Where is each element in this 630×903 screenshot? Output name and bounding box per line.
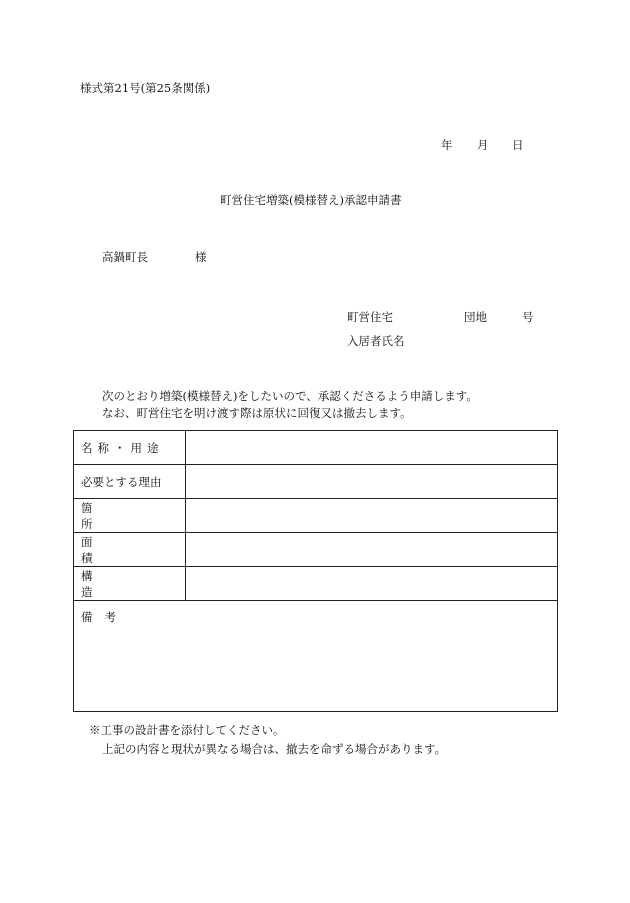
row-label xyxy=(74,431,186,465)
body-text-line-1: 次のとおり増築(模様替え)をしたいので、承認くださるよう申請します。 xyxy=(102,389,478,403)
table-row xyxy=(74,567,558,601)
label-name-use: 名称・用途 xyxy=(81,440,164,455)
date-month-label: 月 xyxy=(477,138,489,152)
label-reason: 必要とする理由 xyxy=(81,474,162,489)
addressee-name: 高鍋町長 xyxy=(102,250,148,264)
remarks-label: 備考 xyxy=(81,610,128,624)
table-row xyxy=(74,465,558,499)
area-field[interactable] xyxy=(186,533,558,567)
row-label xyxy=(74,465,186,499)
date-day-label: 日 xyxy=(512,138,524,152)
table-row xyxy=(74,431,558,465)
label-structure: 構造 xyxy=(81,568,153,599)
remarks-field[interactable] xyxy=(74,601,558,712)
document-title: 町営住宅増築(模様替え)承認申請書 xyxy=(220,193,402,207)
structure-field[interactable] xyxy=(186,567,558,601)
housing-label: 町営住宅 xyxy=(347,310,393,324)
label-area: 面積 xyxy=(81,534,153,565)
form-number: 様式第21号(第25条関係) xyxy=(80,81,211,95)
application-table xyxy=(73,430,558,712)
location-field[interactable] xyxy=(186,499,558,533)
body-text-line-2: なお、町営住宅を明け渡す際は原状に回復又は撤去します。 xyxy=(102,406,412,420)
note-attachment: ※工事の設計書を添付してください。 xyxy=(89,723,285,737)
label-location: 箇所 xyxy=(81,500,153,531)
remarks-row[interactable] xyxy=(74,601,558,712)
note-removal: 上記の内容と現状が異なる場合は、撤去を命ずる場合があります。 xyxy=(102,742,447,756)
row-label xyxy=(74,499,186,533)
table-row xyxy=(74,533,558,567)
reason-field[interactable] xyxy=(186,465,558,499)
table-row xyxy=(74,499,558,533)
number-label: 号 xyxy=(522,310,534,324)
date-year-label: 年 xyxy=(441,138,453,152)
row-label xyxy=(74,533,186,567)
resident-name-label: 入居者氏名 xyxy=(347,334,405,348)
complex-label: 団地 xyxy=(464,310,487,324)
name-use-field[interactable] xyxy=(186,431,558,465)
addressee-honorific: 様 xyxy=(195,250,207,264)
row-label xyxy=(74,567,186,601)
